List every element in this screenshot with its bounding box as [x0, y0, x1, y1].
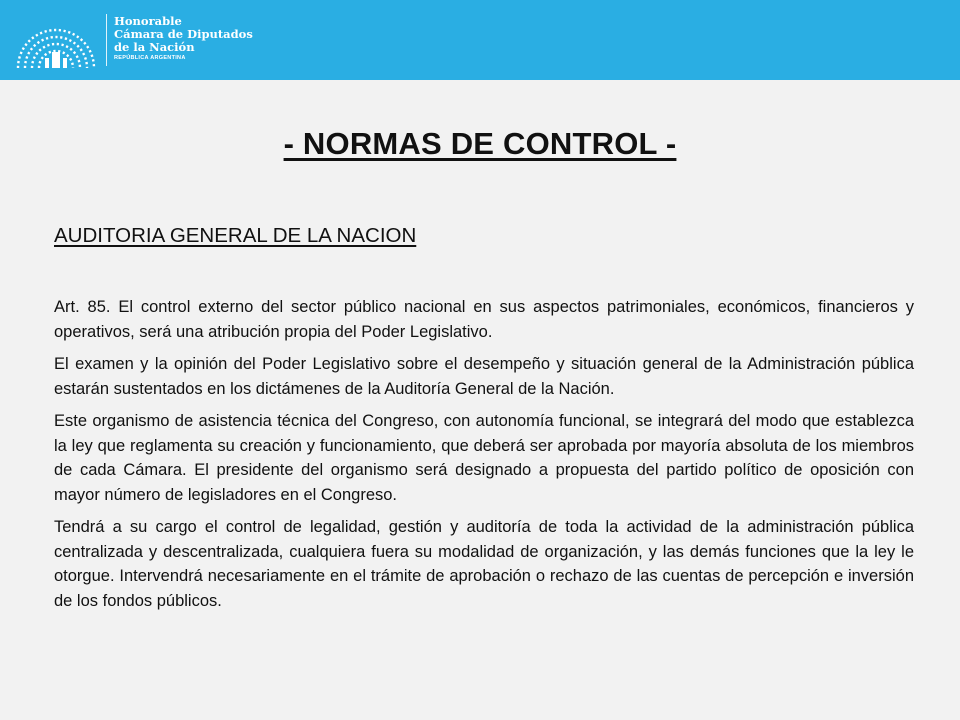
logo-line-3: de la Nación [114, 40, 195, 54]
paragraph-3: Este organismo de asistencia técnica del Congreso, con autonomía funcional, se integrará del modo que establezca la ley que reglamenta su creación y funcionamiento, que deberá ser aprobada por mayoría absoluta de los miembros de cada Cámara. El presidente del organismo será designado a propuesta del partido político de oposición con mayor número de legisladores en el Congreso. [54, 412, 914, 504]
header-banner [0, 0, 960, 80]
congress-dome-logo-icon [14, 10, 98, 70]
logo-subline: REPÚBLICA ARGENTINA [114, 55, 186, 61]
paragraph-2: El examen y la opinión del Poder Legislativo sobre el desempeño y situación general de la Administración pública estarán sustentados en los dictámenes de la Auditoría General de la Nación. [54, 355, 914, 398]
section-heading: AUDITORIA GENERAL DE LA NACION [54, 224, 417, 247]
article-body [54, 295, 914, 621]
page-title: - NORMAS DE CONTROL - [283, 126, 677, 161]
logo-divider [106, 14, 107, 66]
logo-line-2: Cámara de Diputados [114, 27, 253, 41]
paragraph-1: Art. 85. El control externo del sector público nacional en sus aspectos patrimoniales, económicos, financieros y operativos, será una atribución propia del Poder Legislativo. [54, 298, 914, 341]
paragraph-4: Tendrá a su cargo el control de legalidad, gestión y auditoría de toda la actividad de la administración pública centralizada y descentralizada, cualquiera fuera su modalidad de organización, y las demás funciones que la ley le otorgue. Intervendrá necesariamente en el trámite de aprobación o rechazo de las cuentas de percepción e inversión de los fondos públicos. [54, 518, 914, 610]
logo-line-1: Honorable [114, 14, 182, 28]
logo-text [114, 15, 253, 63]
